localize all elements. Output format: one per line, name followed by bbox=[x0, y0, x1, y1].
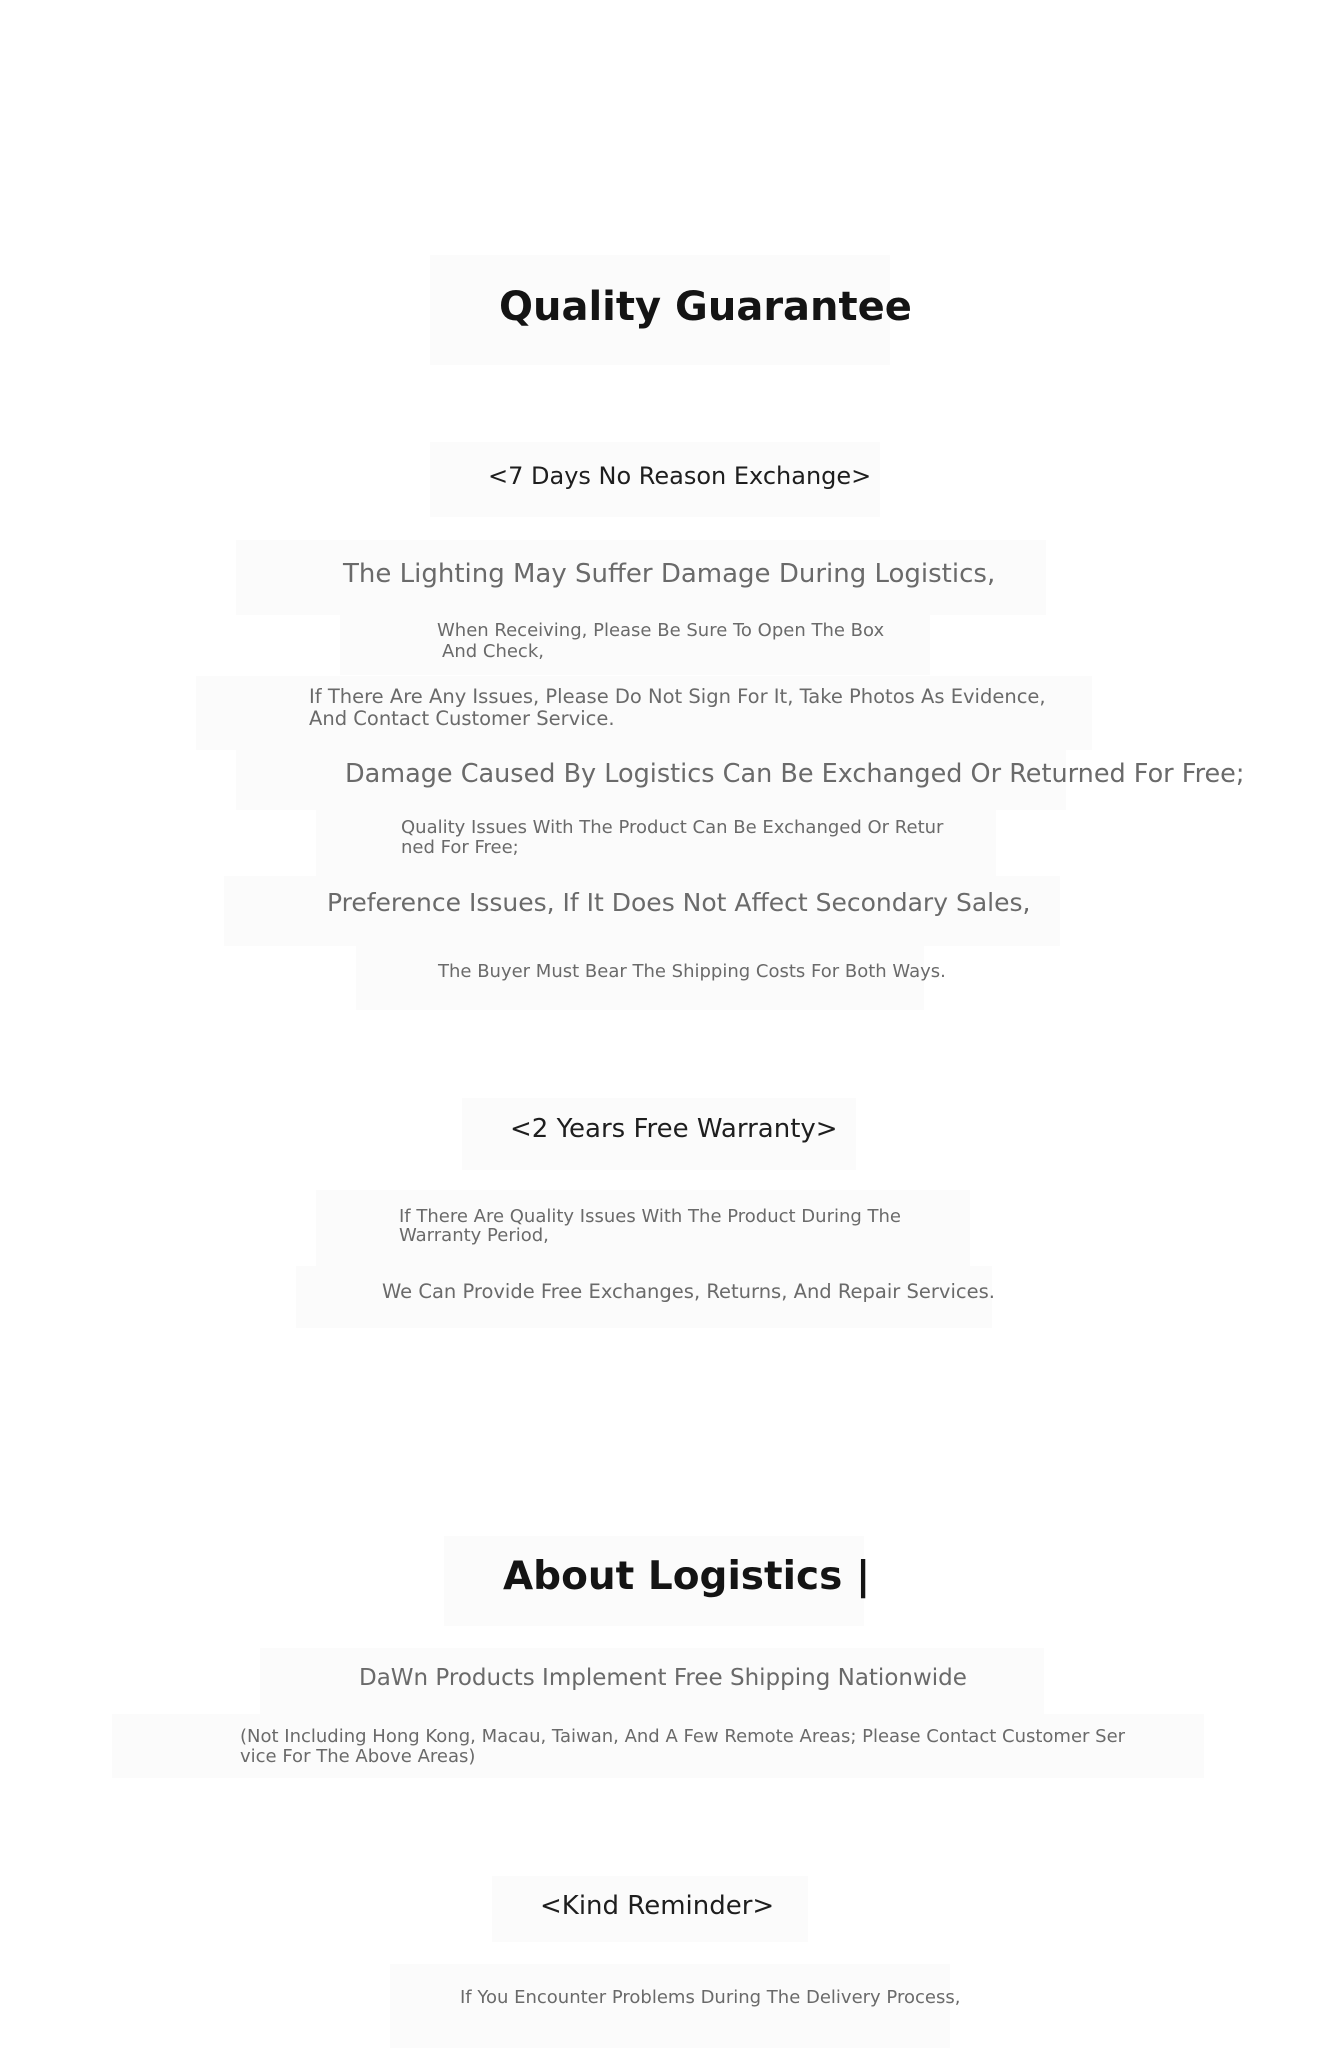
excluded-areas-text bbox=[240, 1727, 1125, 1767]
issues-instructions-line-2: And Contact Customer Service. bbox=[309, 707, 615, 730]
quality-return-line-1: Quality Issues With The Product Can Be Exchanged Or Retur bbox=[401, 817, 944, 838]
logistics-return-text: Damage Caused By Logistics Can Be Exchanged Or Returned For Free; bbox=[345, 759, 1245, 789]
warranty-period-line-1: If There Are Quality Issues With The Product During The bbox=[399, 1206, 902, 1227]
exchange-heading: <7 Days No Reason Exchange> bbox=[488, 462, 872, 490]
shipping-cost-text: The Buyer Must Bear The Shipping Costs For Both Ways. bbox=[438, 961, 946, 982]
about-logistics-title: About Logistics | bbox=[503, 1554, 871, 1599]
warranty-period-text bbox=[399, 1207, 901, 1245]
quality-return-line-2: ned For Free; bbox=[401, 837, 519, 858]
quality-return-text bbox=[401, 818, 943, 858]
quality-guarantee-title: Quality Guarantee bbox=[499, 284, 912, 330]
receiving-check-line-1: When Receiving, Please Be Sure To Open The Box bbox=[437, 620, 885, 641]
receiving-check-text bbox=[437, 621, 884, 662]
delivery-problems-text: If You Encounter Problems During The Delivery Process, bbox=[460, 1987, 961, 2008]
issues-instructions-line-1: If There Are Any Issues, Please Do Not Sign For It, Take Photos As Evidence, bbox=[309, 685, 1046, 708]
kind-reminder-heading: <Kind Reminder> bbox=[540, 1891, 775, 1921]
issues-instructions-text bbox=[309, 686, 1046, 730]
warranty-period-line-2: Warranty Period, bbox=[399, 1225, 549, 1246]
logistics-damage-text: The Lighting May Suffer Damage During Logistics, bbox=[343, 559, 996, 589]
free-shipping-text: DaWn Products Implement Free Shipping Nationwide bbox=[359, 1665, 967, 1691]
excluded-areas-line-2: vice For The Above Areas) bbox=[240, 1746, 476, 1767]
warranty-heading: <2 Years Free Warranty> bbox=[510, 1114, 838, 1144]
receiving-check-line-2: And Check, bbox=[442, 640, 544, 662]
preference-issues-text: Preference Issues, If It Does Not Affect Secondary Sales, bbox=[327, 888, 1031, 917]
warranty-services-text: We Can Provide Free Exchanges, Returns, And Repair Services. bbox=[382, 1280, 995, 1303]
excluded-areas-line-1: (Not Including Hong Kong, Macau, Taiwan, And A Few Remote Areas; Please Contact Customer Ser bbox=[240, 1726, 1126, 1747]
